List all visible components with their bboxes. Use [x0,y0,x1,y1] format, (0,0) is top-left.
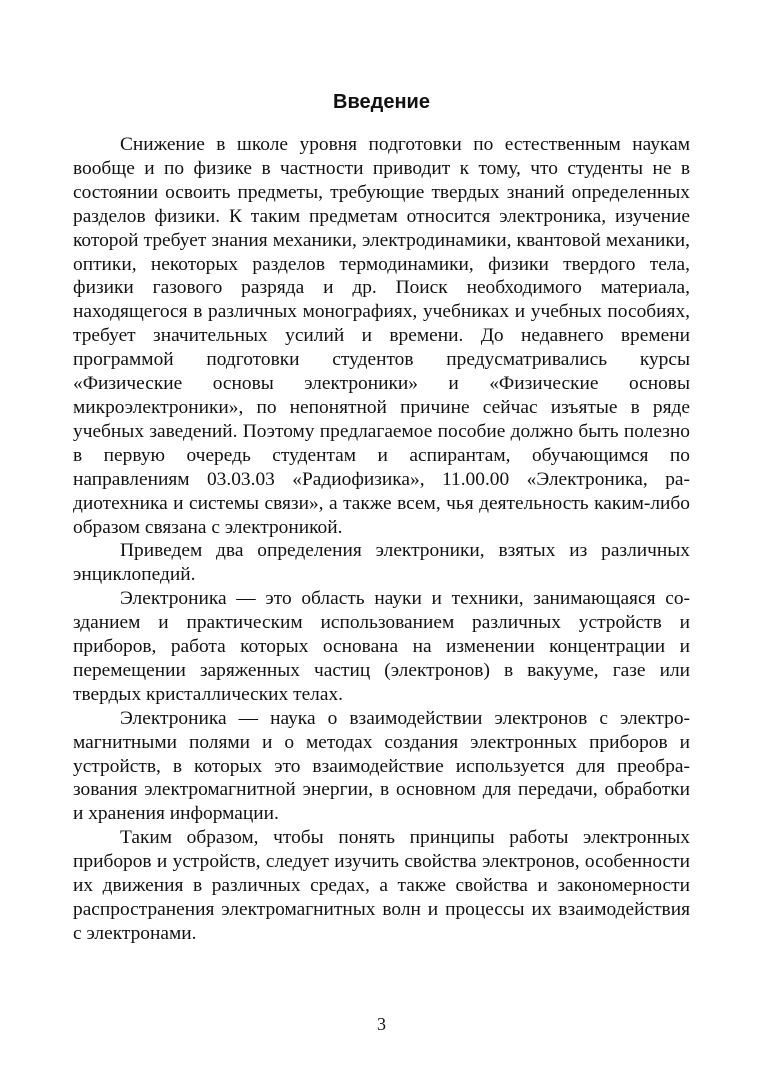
body-text [73,133,690,946]
paragraph: Электроника — наука о взаимодействии электронов с электромагнитными полями и о методах создания электронных приборов и устройств, в которых это взаимодействие используется для преобразования электромагнитной энергии, в основном для передачи, обработки и хранения информации. [73,707,690,825]
paragraph: Таким образом, чтобы понять принципы работы электронных приборов и устройств, следует изучить свойства электронов, особенности их движения в различных средах, а также свойства и закономерности распространения электромагнитных волн и процессы их взаимодействия с электронами. [73,827,690,944]
paragraph: Электроника — это область науки и техники, занимающаяся созданием и практическим использованием различных устройств и приборов, работа которых основана на изменении концентрации и перемещении заряженных частиц (электронов) в вакууме, газе или твердых кристаллических телах. [73,588,690,705]
page-number: 3 [377,1014,386,1034]
paragraph: Приведем два определения электроники, взятых из различных энциклопедий. [73,540,690,586]
page-title: Введение [333,91,430,113]
paragraph: Снижение в школе уровня подготовки по естественным наукам вообще и по физике в частности приводит к тому, что студенты не в состоянии освоить предметы, требующие твердых знаний определенных разделов физики. К таким предметам относится электроника, изучение которой требует знания механики, электродинамики, квантовой механики, оптики, некоторых разделов термодинамики, физики твердого тела, физики газового разряда и др. Поиск необходимого материала, находящегося в различных монографиях, учебниках и учебных пособиях, требует значительных усилий и времени. До недавнего времени программой подготовки студентов предусматривались курсы «Физические основы электроники» и «Физические основы микроэлектроники», по непонятной причине сейчас изъятые в ряде учебных заведений. Поэтому предлагаемое пособие должно быть полезно в первую очередь студентам и аспирантам, обучающимся по направлениям 03.03.03 «Радиофизика», 11.00.00 «Электроника, радиотехника и системы связи», а также всем, чья деятельность каким-либо образом связана с электроникой. [73,134,690,538]
